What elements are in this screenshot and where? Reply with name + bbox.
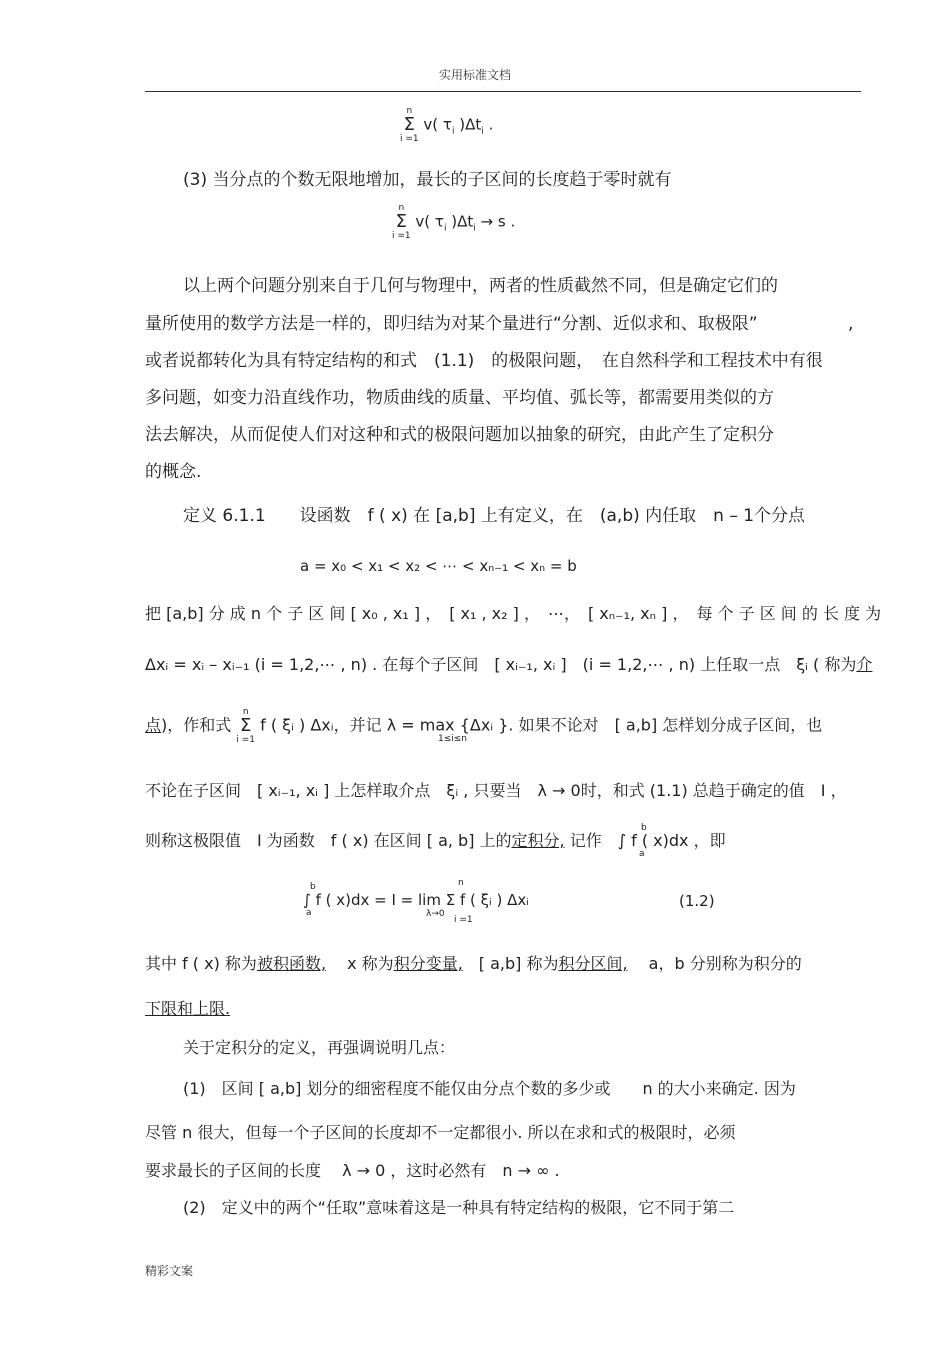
paragraph-line: 把 [a,b] 分 成 n 个 子 区 间 [ x₀ , x₁ ] ， [ x₁ , x₂ ] ， ⋯， [ xₙ₋₁, xₙ ] ， 每 个 子 区 间 的 长 度 为: [145, 604, 882, 623]
paragraph-line: 法去解决，从而促使人们对这种和式的极限问题加以抽象的研究，由此产生了定积分: [145, 425, 774, 445]
sigma-symbol: Σ: [239, 715, 252, 736]
paragraph-line: 其中 f ( x) 称为被积函数, x 称为积分变量, [ a,b] 称为积分区间, a，b 分别称为积分的: [145, 954, 802, 973]
page-footer: 精彩文案: [145, 1264, 194, 1278]
paragraph-line: 多问题，如变力沿直线作功，物质曲线的质量、平均值、弧长等，都需要用类似的方: [145, 388, 774, 408]
paragraph-line: [145, 999, 230, 1019]
limit-subscript: λ→0: [426, 909, 445, 919]
paragraph-line: 或者说都转化为具有特定结构的和式 (1.1) 的极限问题， 在自然科学和工程技术中有很: [145, 351, 823, 371]
sigma-symbol: Σ: [403, 114, 415, 135]
paragraph-line: 则称这极限值 I 为函数 f ( x) 在区间 [ a, b] 上的定积分, 记作 ∫ f ( x)dx ，即: [145, 831, 726, 850]
paragraph-line: 量所使用的数学方法是一样的，即归结为对某个量进行“分割、近似求和、取极限”: [145, 314, 758, 334]
header-rule: [145, 91, 861, 92]
list-item: (1) 区间 [ a,b] 划分的细密程度不能仅由分点个数的多少或 n 的大小来确定. 因为: [183, 1079, 796, 1098]
paragraph-line: 点)，作和式 n Σ i =1 f ( ξᵢ ) Δxᵢ，并记 λ = max {Δxᵢ }. 如果不论对 [ a,b] 怎样划分成子区间，也: [145, 707, 823, 745]
paragraph-comma: ,: [848, 314, 854, 334]
sum-formula-1: n Σ i =1 v( $\tau_i$ )$\Delta t_i$ .: [400, 106, 494, 144]
sum-upper-limit: n: [458, 878, 464, 888]
underlined-term: 定积分,: [511, 831, 565, 850]
paragraph-line: 不论在子区间 [ xᵢ₋₁, xᵢ ] 上怎样取介点 ξᵢ , 只要当 λ → 0时，和式 (1.1) 总趋于确定的值 I ，: [145, 781, 847, 800]
underlined-term: 点: [145, 715, 162, 735]
integral-lower-limit: a: [306, 908, 312, 918]
underlined-term: 下限和上限.: [145, 999, 231, 1018]
sum-upper-limit: n: [406, 106, 413, 116]
integral-lower-limit: a: [639, 849, 645, 859]
paragraph-line: 以上两个问题分别来自于几何与物理中，两者的性质截然不同，但是确定它们的: [183, 276, 778, 296]
paragraph-line: 尽管 n 很大，但每一个子区间的长度却不一定都很小. 所以在求和式的极限时，必须: [145, 1123, 736, 1142]
sum-operator: n Σ i =1: [236, 707, 255, 745]
sum-formula-2: n Σ i =1 v( $\tau_i$ )$\Delta t_i \to s$ .: [392, 203, 516, 241]
definite-integral-formula: ∫ f ( x)dx = I = lim Σ f ( ξᵢ ) Δxᵢ: [303, 891, 529, 909]
partition-formula: a = x₀ < x₁ < x₂ < ⋯ < xₙ₋₁ < xₙ = b: [300, 557, 577, 575]
underlined-term: 积分变量,: [393, 954, 463, 973]
max-subscript: 1≤i≤n: [438, 734, 468, 744]
underlined-term: 介: [856, 655, 873, 674]
paragraph-line: 要求最长的子区间的长度 λ → 0 ，这时必然有 n → ∞ .: [145, 1161, 560, 1180]
paragraph-line: 关于定积分的定义，再强调说明几点：: [183, 1038, 456, 1057]
paragraph-line: (3) 当分点的个数无限地增加，最长的子区间的长度趋于零时就有: [183, 170, 672, 190]
sum-lower-limit: i =1: [400, 134, 419, 144]
paragraph-line: 的概念.: [145, 462, 202, 482]
list-item: (2) 定义中的两个“任取”意味着这是一种具有特定结构的极限，它不同于第二: [183, 1198, 735, 1217]
integral-upper-limit: b: [641, 823, 647, 833]
sigma-symbol: Σ: [395, 211, 407, 232]
page-header: 实用标准文档: [438, 68, 511, 82]
sum-lower-limit: i =1: [454, 915, 473, 925]
underlined-term: 积分区间,: [558, 954, 628, 973]
underlined-term: 被积函数,: [256, 954, 327, 973]
integral-upper-limit: b: [310, 882, 316, 892]
equation-number: (1.2): [679, 892, 715, 910]
definition-line: 定义 6.1.1 设函数 f ( x) 在 [a,b] 上有定义，在 (a,b) 内任取 n – 1个分点: [183, 506, 806, 526]
paragraph-line: Δxᵢ = xᵢ – xᵢ₋₁ (i = 1,2,⋯ , n) . 在每个子区间 [ xᵢ₋₁, xᵢ ] (i = 1,2,⋯ , n) 上任取一点 ξᵢ ( 称为介: [145, 655, 873, 674]
